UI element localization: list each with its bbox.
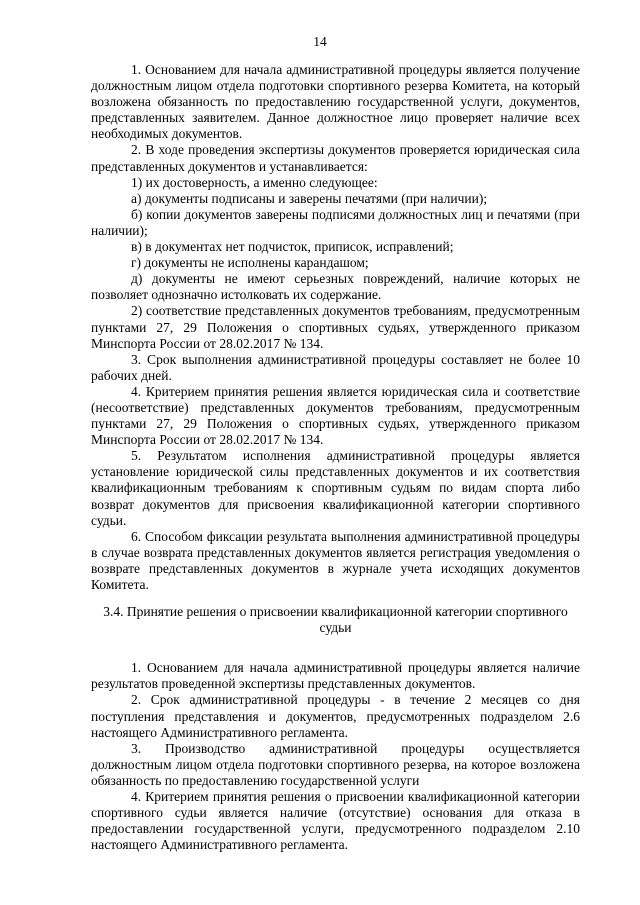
document-body <box>91 62 580 853</box>
paragraph: 4. Критерием принятия решения о присвоении квалификационной категории спортивного судьи является наличие (отсутствие) основания для отказа в предоставлении государственной услуги, предусмотренного подразделом 2.10 настоящего Административного регламента. <box>91 789 580 853</box>
page-number: 14 <box>313 34 327 49</box>
paragraph: б) копии документов заверены подписями должностных лиц и печатями (при наличии); <box>91 206 580 238</box>
paragraph: 1. Основанием для начала административной процедуры является наличие результатов проведенной экспертизы представленных документов. <box>91 660 580 692</box>
paragraph: 1. Основанием для начала административной процедуры является получение должностным лицом отдела подготовки спортивного резерва Комитета, на который возложена обязанность по предоставлению государственной услуги, документов, представленных заявителем. Данное должностное лицо проверяет наличие всех необходимых документов. <box>91 62 580 142</box>
paragraph: 2) соответствие представленных документов требованиям, предусмотренным пунктами 27, 29 Положения о спортивных судьях, утвержденного приказом Минспорта России от 28.02.2017 № 134. <box>91 303 580 351</box>
paragraph: 6. Способом фиксации результата выполнения административной процедуры в случае возврата представленных документов является регистрация уведомления о возврате представленных документов в журнале учета исходящих документов Комитета. <box>91 528 580 592</box>
paragraph: 3. Срок выполнения административной процедуры составляет не более 10 рабочих дней. <box>91 351 580 383</box>
paragraph: в) в документах нет подчисток, приписок, исправлений; <box>131 239 454 255</box>
paragraph: 4. Критерием принятия решения является юридическая сила и соответствие (несоответствие) представленных документов требованиям, предусмотренным пунктами 27, 29 Положения о спортивных судьях, утвержденного приказом Минспорта России от 28.02.2017 № 134. <box>91 383 580 448</box>
paragraph: 3. Производство административной процедуры осуществляется должностным лицом отдела подготовки спортивного резерва, на которое возложена обязанность по предоставлению государственной услуги <box>91 740 580 788</box>
paragraph: д) документы не имеют серьезных повреждений, наличие которых не позволяет однозначно истолковать их содержание. <box>91 271 580 303</box>
paragraph: 2. Срок административной процедуры - в течение 2 месяцев со дня поступления представления и документов, предусмотренных подразделом 2.6 настоящего Административного регламента. <box>91 692 580 740</box>
paragraph: 5. Результатом исполнения административной процедуры является установление юридической силы представленных документов и их соответствия квалификационным требованиям к спортивным судьям по видам спорта либо возврат документов для присвоения квалификационной категории спортивного судьи. <box>91 448 580 528</box>
section-heading: 3.4. Принятие решения о присвоении квалификационной категории спортивного судьи <box>103 604 568 636</box>
paragraph: г) документы не исполнены карандашом; <box>131 255 369 271</box>
paragraph: 1) их достоверность, а именно следующее: <box>131 174 378 190</box>
paragraph: а) документы подписаны и заверены печатями (при наличии); <box>131 190 488 206</box>
paragraph: 2. В ходе проведения экспертизы документов проверяется юридическая сила представленных документов и устанавливается: <box>91 142 580 174</box>
